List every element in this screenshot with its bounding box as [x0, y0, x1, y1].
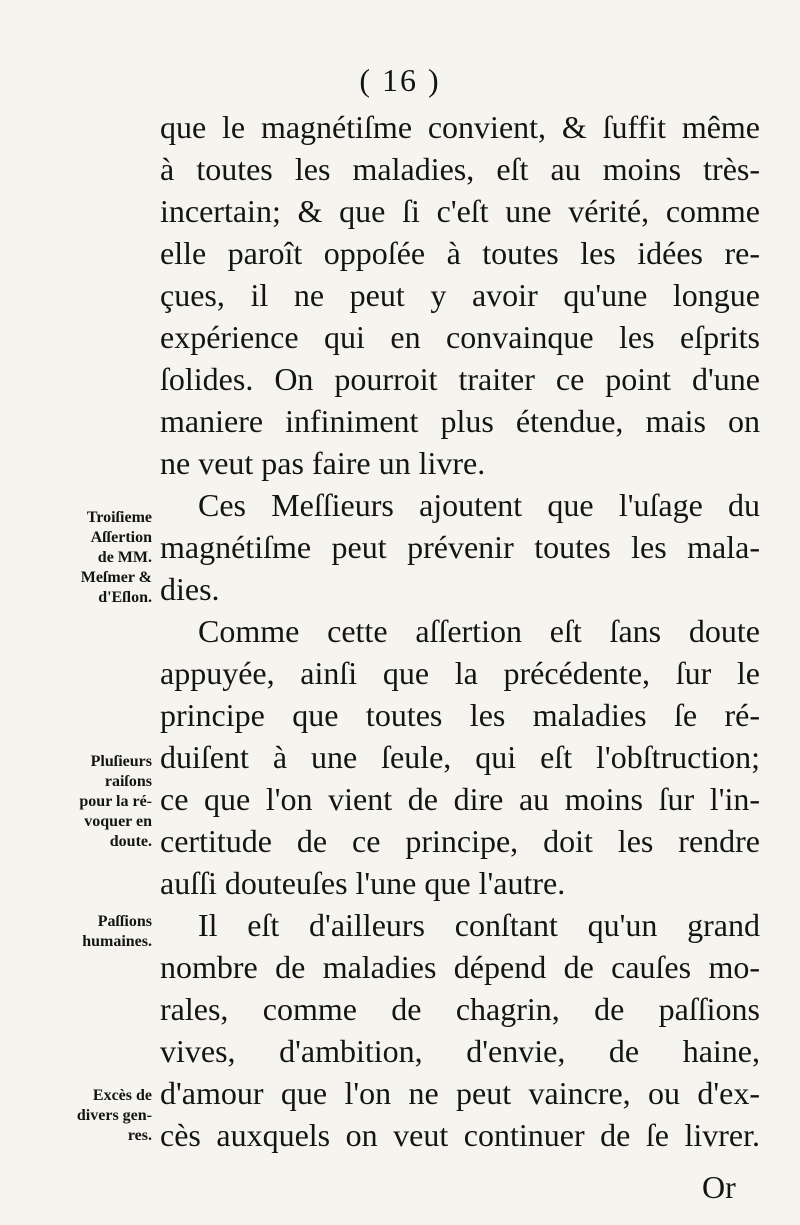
margin-note-passions-humaines	[30, 912, 152, 952]
margin-note-line: doute.	[109, 833, 152, 850]
text-line: incertain; & que ſi c'eſt une vérité, comme	[160, 193, 760, 229]
margin-note-exces	[30, 1086, 152, 1146]
text-line: elle paroît oppoſée à toutes les idées re-	[160, 235, 760, 271]
margin-note-line: Aſſertion	[90, 529, 152, 546]
text-line: ce que l'on vient de dire au moins ſur l'in-	[160, 781, 760, 817]
text-line: magnétiſme peut prévenir toutes les mala-	[160, 529, 760, 565]
margin-note-line: res.	[127, 1127, 152, 1144]
text-line: appuyée, ainſi que la précédente, ſur le	[160, 655, 760, 691]
text-line: Ces Meſſieurs ajoutent que l'uſage du	[198, 487, 760, 523]
text-line: ſolides. On pourroit traiter ce point d'une	[160, 361, 760, 397]
text-line: nombre de maladies dépend de cauſes mo-	[160, 949, 760, 985]
text-line: expérience qui en convainque les eſprits	[160, 319, 760, 355]
text-line: cès auxquels on veut continuer de ſe livrer.	[160, 1117, 760, 1153]
margin-note-line: Meſmer &	[80, 569, 152, 586]
margin-note-line: pour la ré-	[79, 793, 152, 810]
page-number: ( 16 )	[359, 62, 441, 98]
margin-note-line: de MM.	[97, 549, 152, 566]
text-line: rales, comme de chagrin, de paſſions	[160, 991, 760, 1027]
text-line: duiſent à une ſeule, qui eſt l'obſtruction;	[160, 739, 760, 775]
margin-note-plusieurs-raisons	[30, 752, 152, 852]
margin-note-line: divers gen-	[76, 1107, 152, 1124]
text-line: vives, d'ambition, d'envie, de haine,	[160, 1033, 760, 1069]
text-line: principe que toutes les maladies ſe ré-	[160, 697, 760, 733]
margin-note-line: Excès de	[92, 1087, 152, 1104]
margin-note-line: d'Eſlon.	[98, 589, 152, 606]
text-line: à toutes les maladies, eſt au moins très-	[160, 151, 760, 187]
text-line: d'amour que l'on ne peut vaincre, ou d'ex-	[160, 1075, 760, 1111]
text-line: çues, il ne peut y avoir qu'une longue	[160, 277, 760, 313]
margin-note-line: raiſons	[104, 773, 152, 790]
margin-note-line: Pluſieurs	[90, 753, 152, 770]
margin-note-line: Paſſions	[97, 913, 152, 930]
margin-note-line: voquer en	[84, 813, 152, 830]
text-line: ne veut pas faire un livre.	[160, 445, 486, 481]
margin-note-troisieme-assertion	[30, 508, 152, 608]
text-line: auſſi douteuſes l'une que l'autre.	[160, 865, 566, 901]
catchword: Or	[702, 1169, 736, 1205]
text-line: dies.	[160, 571, 220, 607]
text-line: Il eſt d'ailleurs conſtant qu'un grand	[198, 907, 760, 943]
text-line: Comme cette aſſertion eſt ſans doute	[198, 613, 760, 649]
text-line: que le magnétiſme convient, & ſuffit même	[160, 109, 760, 145]
margin-note-line: Troiſieme	[86, 509, 152, 526]
text-line: certitude de ce principe, doit les rendre	[160, 823, 760, 859]
margin-note-line: humaines.	[82, 933, 152, 950]
text-line: maniere infiniment plus étendue, mais on	[160, 403, 760, 439]
